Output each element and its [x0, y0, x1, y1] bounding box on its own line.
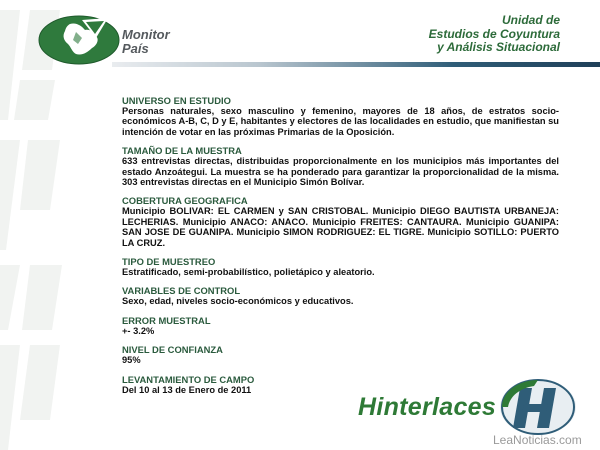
section-variables-control: [122, 285, 559, 306]
section-nivel-confianza: [122, 344, 559, 365]
section-body: Personas naturales, sexo masculino y femenino, mayores de 18 años, de estratos socio-económicos A-B, C, D y E, habitantes y electores de las localidades en estudio, que manifiestan su intención de votar en las próximas Primarias de la Oposición.: [122, 106, 559, 137]
section-body: Sexo, edad, niveles socio-económicos y educativos.: [122, 296, 354, 307]
section-levantamiento: [122, 374, 559, 395]
unit-heading: [429, 14, 560, 55]
section-title: TIPO DE MUESTREO: [122, 256, 216, 268]
hinterlaces-brand: Hinterlaces: [358, 393, 497, 421]
section-title: TAMAÑO DE LA MUESTRA: [122, 145, 242, 157]
section-body: +- 3.2%: [122, 325, 155, 336]
monitor-pais-title: [122, 28, 170, 56]
section-tamano-muestra: [122, 145, 559, 187]
section-title: ERROR MUESTRAL: [122, 314, 211, 326]
section-title: COBERTURA GEOGRAFICA: [122, 195, 248, 207]
unit-line-2: Estudios de Coyuntura: [428, 26, 560, 41]
hinterlaces-h-logo-icon: [498, 378, 578, 436]
section-universo: [122, 95, 559, 137]
section-title: UNIVERSO EN ESTUDIO: [122, 95, 231, 106]
unit-line-3: y Análisis Situacional: [437, 40, 560, 54]
section-error-muestral: [122, 315, 559, 336]
section-body: Del 10 al 13 de Enero de 2011: [122, 384, 252, 395]
section-tipo-muestreo: [122, 256, 559, 277]
unit-line-1: Unidad de: [501, 13, 560, 27]
section-body: 633 entrevistas directas, distribuidas proporcionalmente en los municipios más importantes del estado Anzoátegui. La muestra se ha ponderado para garantizar la proporcionalidad de la misma. 303 entrevistas directas en el Municipio Simón Bolívar.: [122, 156, 559, 188]
section-title: NIVEL DE CONFIANZA: [122, 344, 223, 356]
section-body: 95%: [122, 355, 141, 366]
methodology-content: [122, 95, 559, 403]
header-divider-bar: [112, 62, 600, 67]
section-body: Estratificado, semi-probabilístico, polietápico y aleatorio.: [122, 267, 375, 278]
section-cobertura: [122, 195, 559, 248]
section-title: LEVANTAMIENTO DE CAMPO: [122, 373, 255, 385]
source-watermark: LeaNoticias.com: [493, 433, 582, 447]
pais-line: País: [122, 41, 149, 56]
section-body: Municipio BOLIVAR: EL CARMEN y SAN CRISTOBAL. Municipio DIEGO BAUTISTA URBANEJA: LECHERIAS. Municipio ANACO: ANACO. Municipio FREITES: CANTAURA. Municipio GUANIPA: SAN JOSE DE GUANIPA. Municipio SIMON RODRIGUEZ: EL TIGRE. Municipio SOTILLO: PUERTO LA CRUZ.: [122, 206, 559, 248]
section-title: VARIABLES DE CONTROL: [122, 285, 241, 297]
monitor-line: Monitor: [122, 27, 170, 42]
monitor-pais-logo-icon: [38, 14, 120, 66]
background-watermark-pattern: [0, 0, 70, 450]
